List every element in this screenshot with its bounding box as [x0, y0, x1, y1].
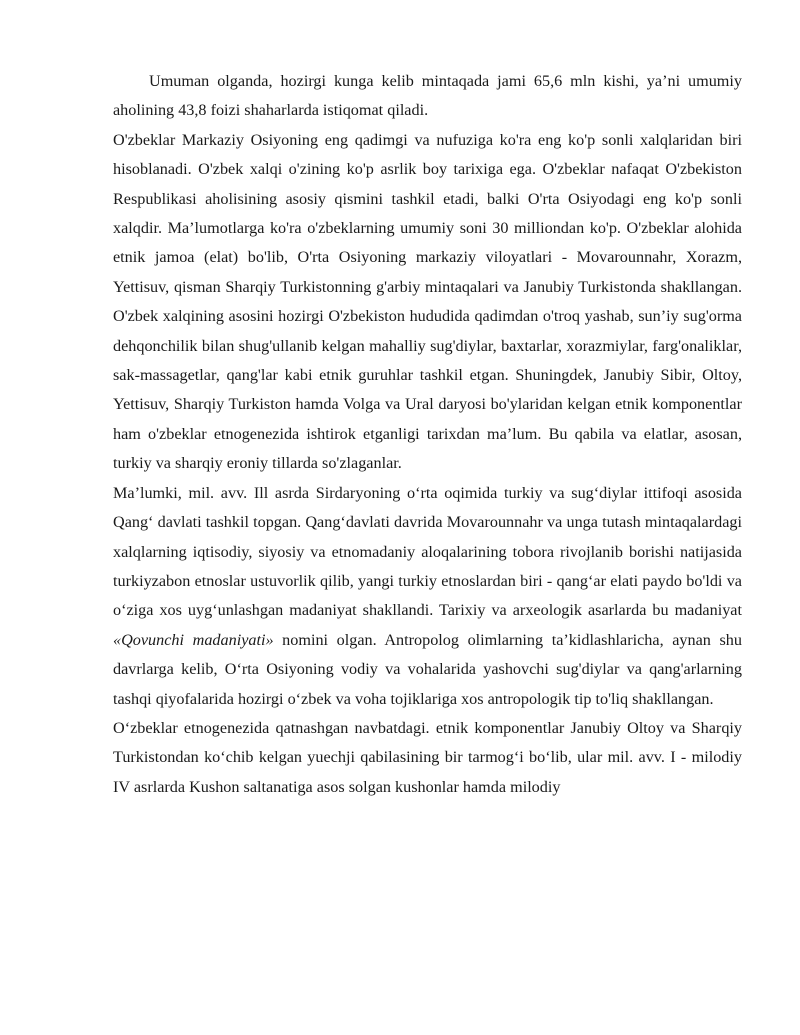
- paragraph-ethnic-components: O‘zbeklar etnogenezida qatnashgan navbatdagi. etnik komponentlar Janubiy Oltoy va Sharqiy Turkistondan ko‘chib kelgan yuechji qabilasining bir tarmog‘i bo‘lib, ular mil. avv. I - milodiy IV asrlarda Kushon saltanatiga asos solgan kushonlar hamda milodiy: [113, 718, 742, 796]
- paragraph-qang-state: [113, 479, 742, 714]
- document-page: [113, 67, 742, 802]
- paragraph-qang-state-part2: nomini olgan. Antropolog olimlarning ta’kidlashlaricha, aynan shu davrlarga kelib, O‘rta Osiyoning vodiy va vohalarida yashovchi sug'diylar va qang'arlarning tashqi qiyofalarida hozirgi o‘zbek va voha tojiklariga xos antropologik tip to'liq shakllangan.: [113, 630, 742, 708]
- qovunchi-culture-term: «Qovunchi madaniyati»: [113, 630, 274, 649]
- paragraph-population: Umuman olganda, hozirgi kunga kelib mintaqada jami 65,6 mln kishi, ya’ni umumiy aholining 43,8 foizi shaharlarda istiqomat qiladi.: [113, 72, 742, 120]
- paragraph-uzbek-origins: O'zbeklar Markaziy Osiyoning eng qadimgi va nufuziga ko'ra eng ko'p sonli xalqlaridan biri hisoblanadi. O'zbek xalqi o'zining ko'p asrlik boy tarixiga ega. O'zbeklar nafaqat O'zbekiston Respublikasi aholisining asosiy qismini tashkil etadi, balki O'rta Osiyodagi eng ko'p sonli xalqdir. Ma’lumotlarga ko'ra o'zbeklarning umumiy soni 30 milliondan ko'p. O'zbeklar alohida etnik jamoa (elat) bo'lib, O'rta Osiyoning markaziy viloyatlari - Movarounnahr, Xorazm, Yettisuv, qisman Sharqiy Turkistonning g'arbiy mintaqalari va Janubiy Turkistonda shakllangan. O'zbek xalqining asosini hozirgi O'zbekiston hududida qadimdan o'troq yashab, sun’iy sug'orma dehqonchilik bilan shug'ullanib kelgan mahalliy sug'diylar, baxtarlar, xorazmiylar, farg'onaliklar, sak-massagetlar, qang'lar kabi etnik guruhlar tashkil etgan. Shuningdek, Janubiy Sibir, Oltoy, Yettisuv, Sharqiy Turkiston hamda Volga va Ural daryosi bo'ylaridan kelgan etnik komponentlar ham o'zbeklar etnogenezida ishtirok etganligi tarixdan ma’lum. Bu qabila va elatlar, asosan, turkiy va sharqiy eroniy tillarda so'zlaganlar.: [113, 130, 742, 473]
- paragraph-qang-state-part1: Ma’lumki, mil. avv. Ill asrda Sirdaryoning o‘rta oqimida turkiy va sug‘diylar ittifoqi asosida Qang‘ davlati tashkil topgan. Qang‘davlati davrida Movarounnahr va unga tutash mintaqalardagi xalqlarning iqtisodiy, siyosiy va etnomadaniy aloqalarining tobora rivojlanib borishi natijasida turkiyzabon etnoslar ustuvorlik qilib, yangi turkiy etnoslardan biri - qang‘ar elati paydo bo'ldi va o‘ziga xos uyg‘unlashgan madaniyat shakllandi. Tarixiy va arxeologik asarlarda bu madaniyat: [113, 483, 742, 620]
